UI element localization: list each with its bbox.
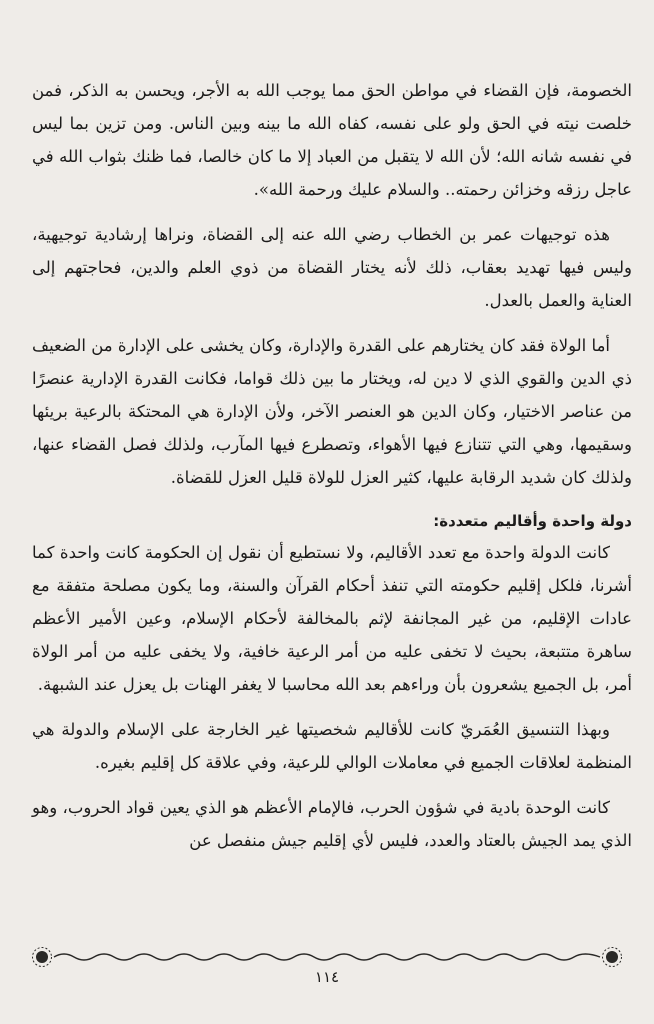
paragraph-2: هذه توجيهات عمر بن الخطاب رضي الله عنه إلى القضاة، ونراها إرشادية توجيهية، وليس فيها تهديد بعقاب، ذلك لأنه يختار القضاة من ذوي العلم والدين، فحاجتهم إلى العناية والعمل بالعدل. [32,225,632,310]
paragraph-3: أما الولاة فقد كان يختارهم على القدرة والإدارة، وكان يخشى على الإدارة من الضعيف ذي الدين والقوي الذي لا دين له، ويختار ما بين ذلك قواما، فكانت القدرة الإدارية عنصرًا من عناصر الاختيار، وكان الدين هو العنصر الآخر، ولأن الإدارة هي المحتكة بالرعية بريئها وسقيمها، وهي التي تتنازع فيها الأهواء، وتصطرع فيها المآرب، ولذلك فصل القضاء عنها، ولذلك كان شديد الرقابة عليها، كثير العزل للولاة قليل العزل للقضاة. [32,336,632,487]
paragraph-gap [32,206,632,218]
paragraph-4: كانت الدولة واحدة مع تعدد الأقاليم، ولا نستطيع أن نقول إن الحكومة كانت واحدة كما أشرنا، فلكل إقليم حكومته التي تنفذ أحكام القرآن والسنة، وما يكون مصلحة متفقة مع عادات الإقليم، من غير المجانفة لإثم بالمخالفة لأحكام الإسلام، وعين الأمير الأعظم ساهرة متتبعة، بحيث لا تخفى عليه من أمر الرعية خافية، ولا يخفى عليه من أمر الولاة أمر، بل الجميع يشعرون بأن وراءهم بعد الله محاسبا لا يغفر الهنات بل يعزل عند الشبهة. [32,543,632,694]
body-text [32,74,632,857]
paragraph-6: كانت الوحدة بادية في شؤون الحرب، فالإمام الأعظم هو الذي يعين قواد الحروب، وهو الذي يمد الجيش بالعتاد والعدد، فليس لأي إقليم جيش منفصل عن [32,798,632,850]
page-number: ١١٤ [314,968,340,986]
paragraph-gap [32,317,632,329]
paragraph-gap [32,701,632,713]
section-heading: دولة واحدة وأقاليم متعددة: [433,512,632,530]
paragraph-gap [32,779,632,791]
paragraph-gap [32,494,632,506]
paragraph-1: الخصومة، فإن القضاء في مواطن الحق مما يوجب الله به الأجر، ويحسن به الذكر، فمن خلصت نيته في الحق ولو على نفسه، كفاه الله ما بينه وبين الناس. ومن تزين بما ليس في نفسه شانه الله؛ لأن الله لا يتقبل من العباد إلا ما كان خالصا، فما ظنك بثواب الله في عاجل رزقه وخزائن رحمته.. والسلام عليك ورحمة الله». [32,81,632,199]
paragraph-5: وبهذا التنسيق العُمَريّ كانت للأقاليم شخصيتها غير الخارجة على الإسلام والدولة هي المنظمة لعلاقات الجميع في معاملات الوالي للرعية، وفي علاقة كل إقليم بغيره. [32,720,632,772]
